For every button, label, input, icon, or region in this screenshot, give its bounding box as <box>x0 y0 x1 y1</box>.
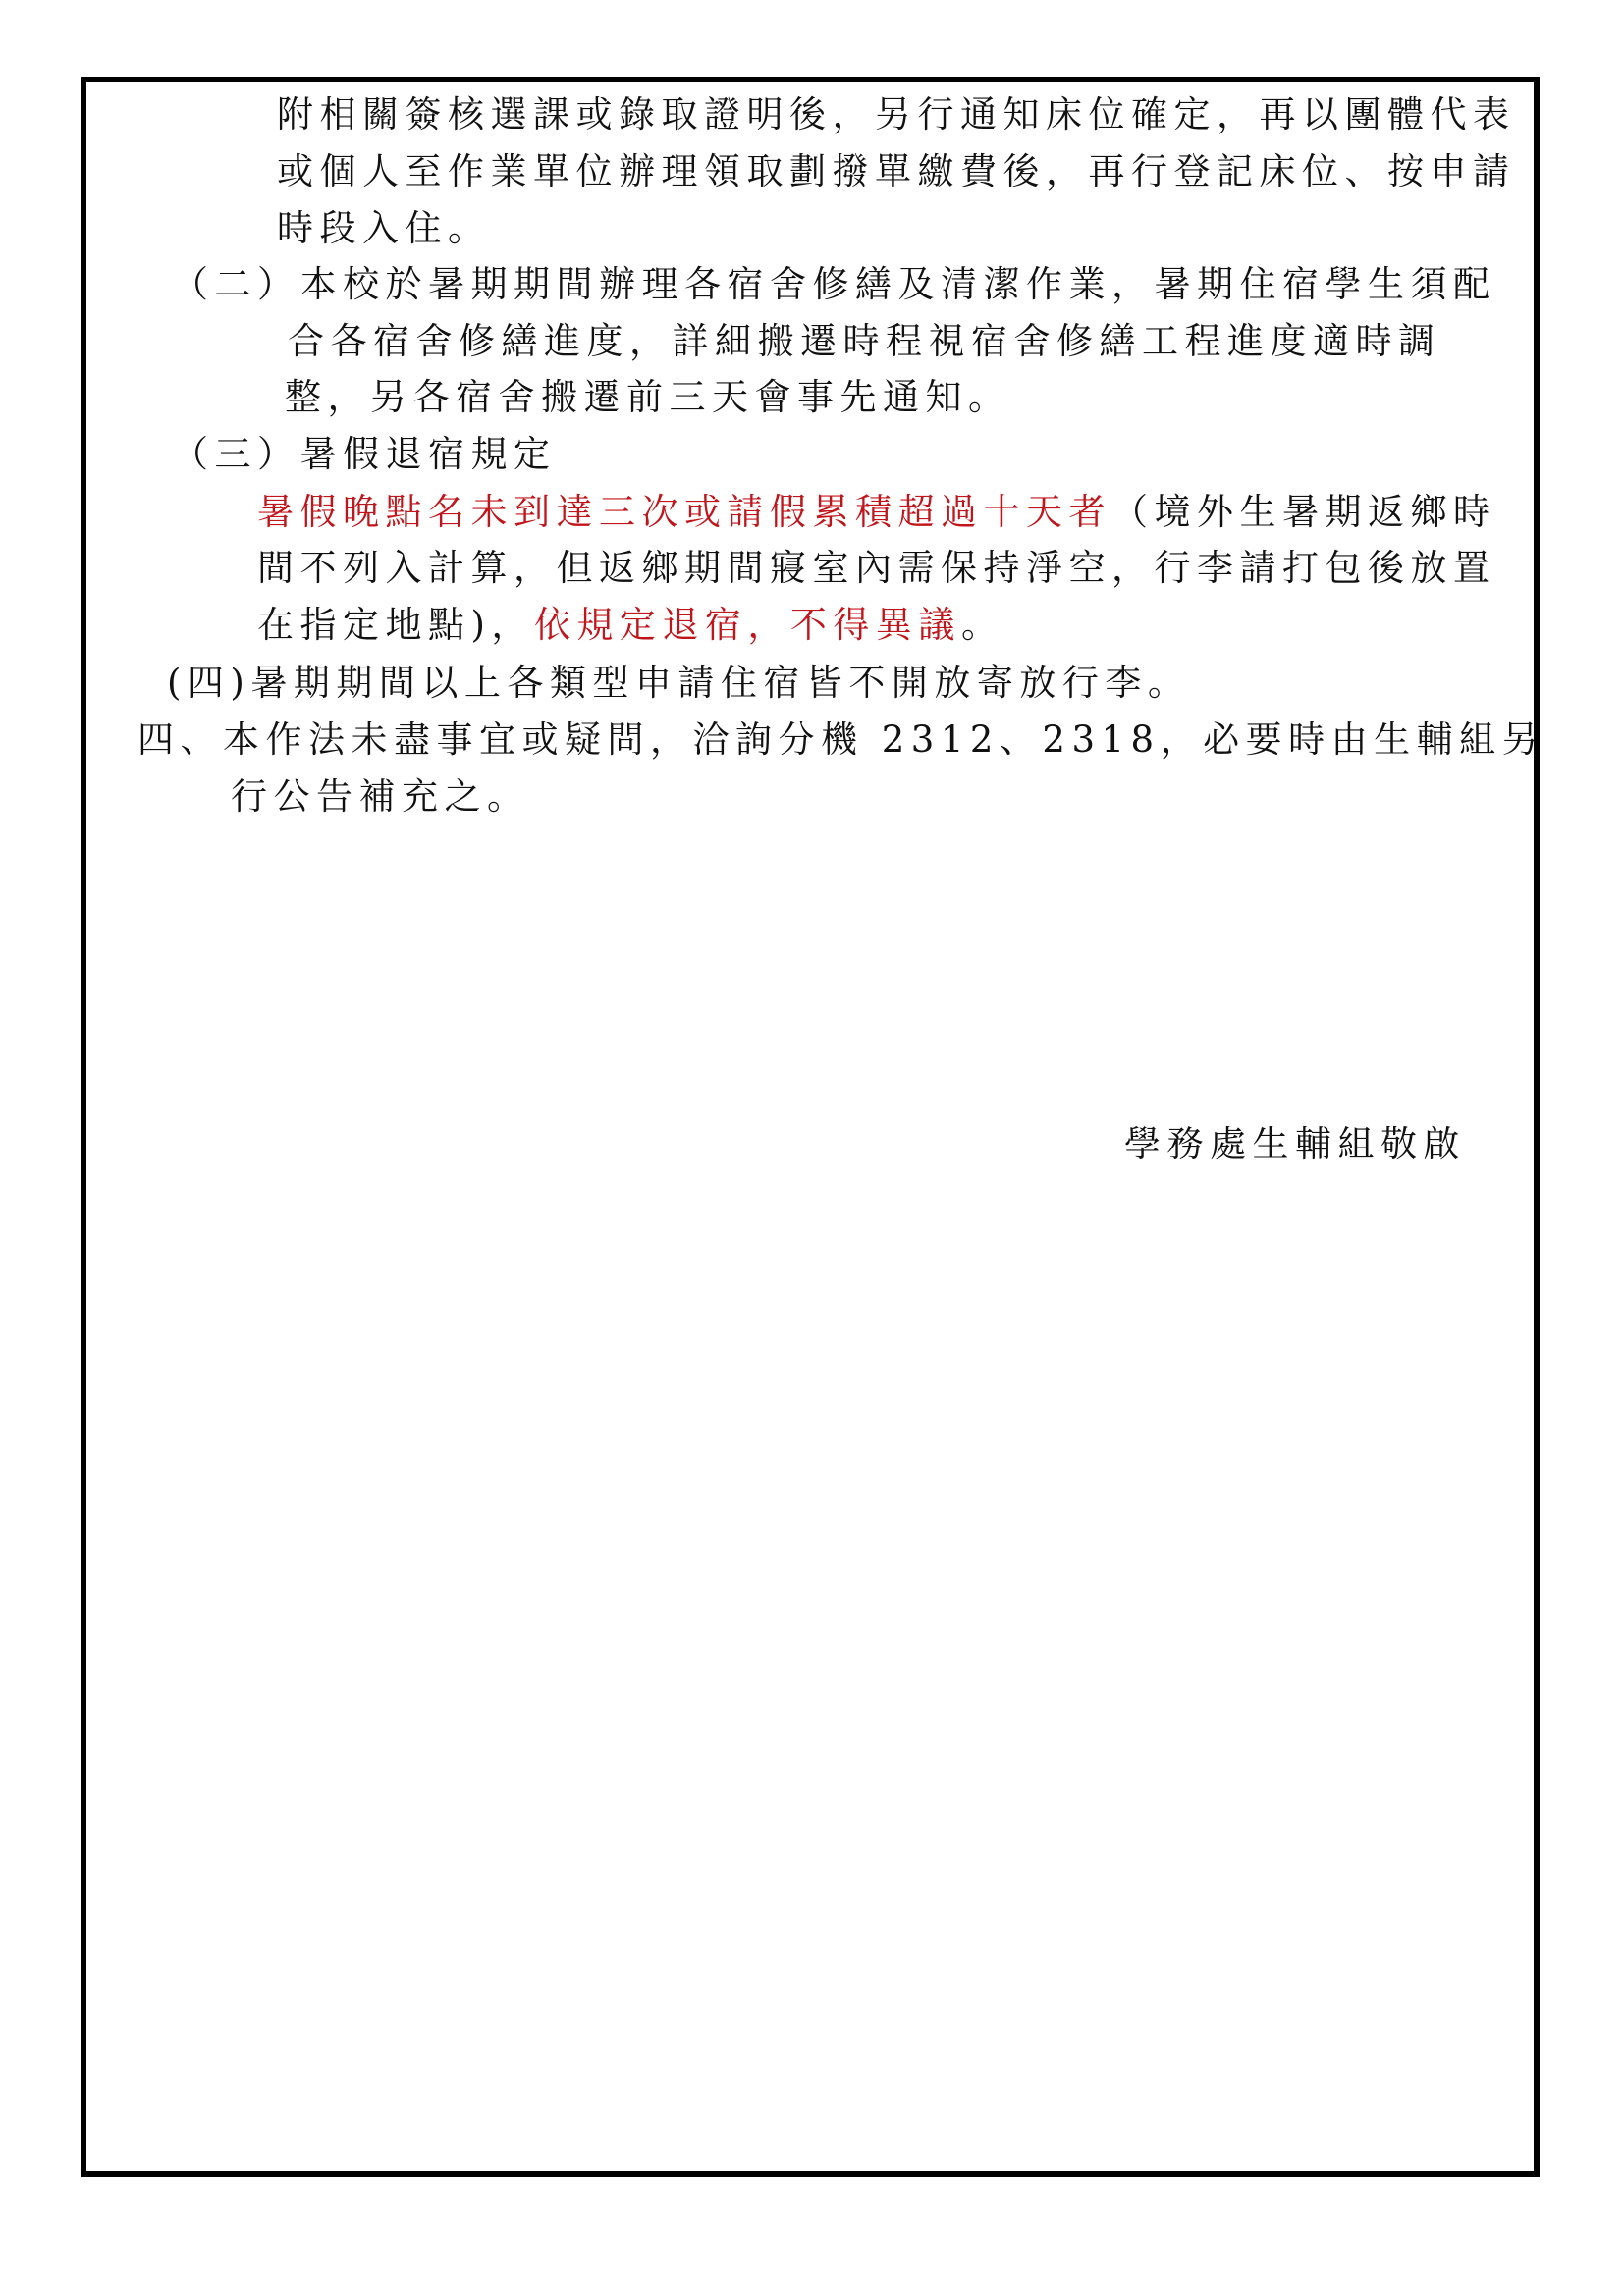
withdrawal-rule-note-end: 在指定地點)， <box>257 604 534 646</box>
section-3-line-1 <box>257 491 1496 534</box>
section-3-heading: （三）暑假退宿規定 <box>172 433 557 475</box>
paragraph-continuation-line-2: 或個人至作業單位辦理領取劃撥單繳費後，再行登記床位、按申請 <box>277 150 1516 192</box>
paragraph-continuation-line-3: 時段入住。 <box>277 207 491 249</box>
section-2-line-2: 合各宿舍修繕進度，詳細搬遷時程視宿舍修繕工程進度適時調 <box>288 320 1441 362</box>
withdrawal-rule-period: 。 <box>960 604 1004 646</box>
item-4-line-2: 行公告補充之。 <box>231 775 530 818</box>
withdrawal-rule-note-start: （境外生暑期返鄉時 <box>1111 491 1496 533</box>
section-3-line-2: 間不列入計算，但返鄉期間寢室內需保持淨空，行李請打包後放置 <box>257 547 1496 589</box>
section-2-line-1: （二）本校於暑期期間辦理各宿舍修繕及清潔作業，暑期住宿學生須配 <box>172 263 1496 305</box>
section-2-line-3: 整，另各宿舍搬遷前三天會事先通知。 <box>285 376 1011 418</box>
item-4-line-1: 四、本作法未盡事宜或疑問，洽詢分機 2312、2318，必要時由生輔組另 <box>137 719 1545 761</box>
section-3-line-3 <box>257 604 1003 647</box>
paragraph-continuation-line-1: 附相關簽核選課或錄取證明後，另行通知床位確定，再以團體代表 <box>277 93 1516 135</box>
withdrawal-rule-highlight: 暑假晚點名未到達三次或請假累積超過十天者 <box>257 491 1111 533</box>
withdrawal-rule-consequence: 依規定退宿，不得異議 <box>533 604 961 646</box>
signature: 學務處生輔組敬啟 <box>1124 1123 1466 1165</box>
section-4-line-1: (四)暑期期間以上各類型申請住宿皆不開放寄放行李。 <box>167 662 1191 704</box>
